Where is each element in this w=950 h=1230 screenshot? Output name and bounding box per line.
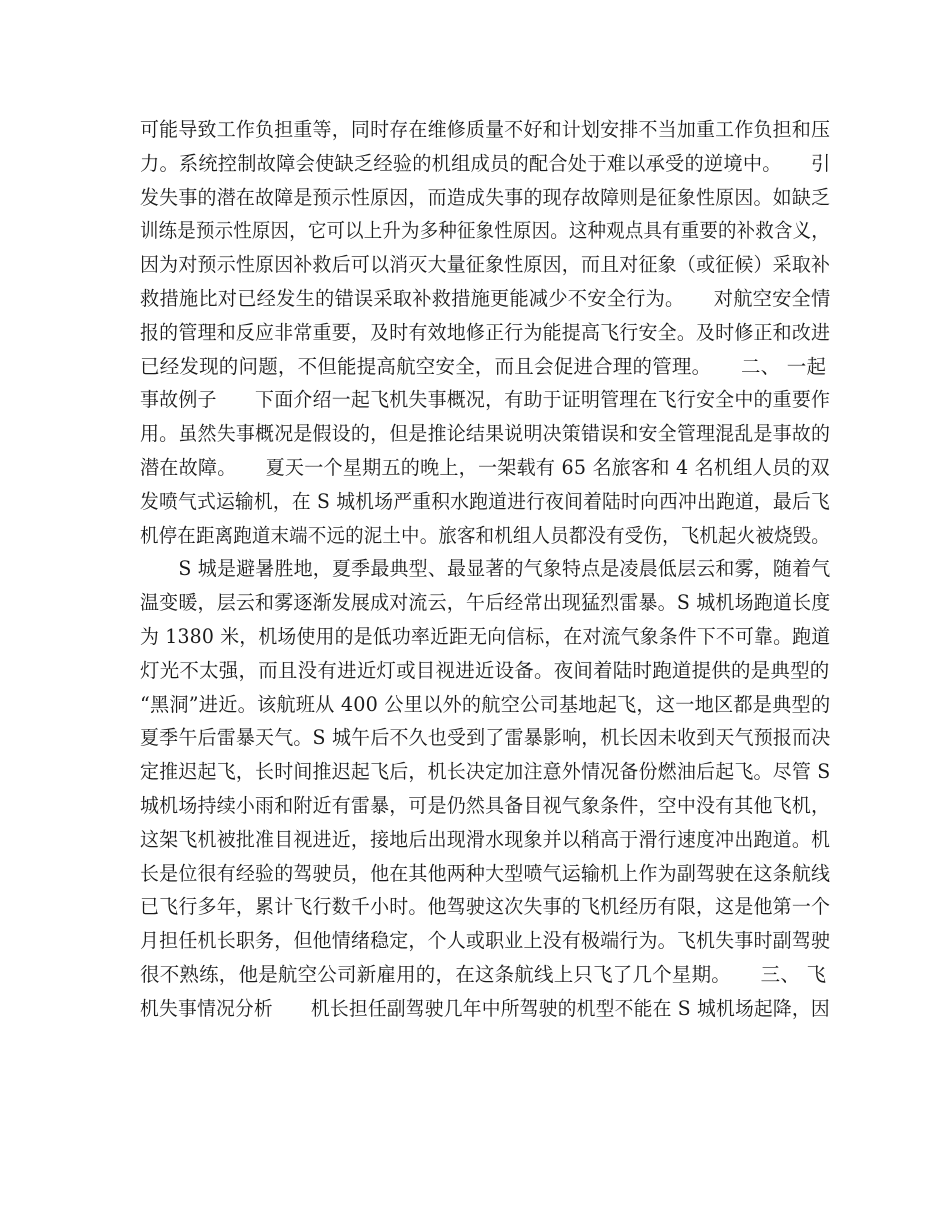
text-line: 已飞行多年，累计飞行数千小时。他驾驶这次失事的飞机经历有限，这是他第一个 (140, 895, 831, 919)
text-line: 这架飞机被批准目视进近，接地后出现滑水现象并以稍高于滑行速度冲出跑道。机 (140, 827, 831, 851)
text-line: 发失事的潜在故障是预示性原因，而造成失事的现存故障则是征象性原因。如缺乏 (140, 185, 831, 209)
text-line: 温变暖，层云和雾逐渐发展成对流云，午后经常出现猛烈雷暴。S 城机场跑道长度 (140, 591, 831, 615)
text-line: 报的管理和反应非常重要，及时有效地修正行为能提高飞行安全。及时修正和改进 (140, 320, 831, 344)
text-line: 城机场持续小雨和附近有雷暴，可是仍然具备目视气象条件，空中没有其他飞机， (140, 793, 831, 817)
text-line: “黑洞”进近。该航班从 400 公里以外的航空公司基地起飞，这一地区都是典型的 (140, 692, 831, 716)
text-line: 月担任机长职务，但他情绪稳定，个人或职业上没有极端行为。飞机失事时副驾驶 (140, 929, 831, 953)
text-line: 事故例子 下面介绍一起飞机失事概况，有助于证明管理在飞行安全中的重要作 (140, 388, 831, 412)
body-text (140, 113, 830, 1026)
text-line: S 城是避暑胜地，夏季最典型、最显著的气象特点是凌晨低层云和雾，随着气 (140, 557, 831, 581)
text-line: 发喷气式运输机，在 S 城机场严重积水跑道进行夜间着陆时向西冲出跑道，最后飞 (140, 489, 830, 513)
text-line: 夏季午后雷暴天气。S 城午后不久也受到了雷暴影响，机长因未收到天气预报而决 (140, 726, 831, 750)
text-line: 定推迟起飞，长时间推迟起飞后，机长决定加注意外情况备份燃油后起飞。尽管 S (140, 760, 831, 784)
text-line: 力。系统控制故障会使缺乏经验的机组成员的配合处于难以承受的逆境中。 引 (140, 151, 831, 175)
text-line: 很不熟练，他是航空公司新雇用的，在这条航线上只飞了几个星期。 三、 飞 (140, 962, 827, 986)
text-line: 训练是预示性原因，它可以上升为多种征象性原因。这种观点具有重要的补救含义， (140, 219, 830, 243)
text-line: 可能导致工作负担重等，同时存在维修质量不好和计划安排不当加重工作负担和压 (140, 118, 831, 141)
text-line: 因为对预示性原因补救后可以消灭大量征象性原因，而且对征象（或征候）采取补 (140, 253, 831, 277)
text-line: 为 1380 米，机场使用的是低功率近距无向信标，在对流气象条件下不可靠。跑道 (140, 624, 831, 648)
text-line: 机停在距离跑道末端不远的泥土中。旅客和机组人员都没有受伤，飞机起火被烧毁。 (140, 523, 830, 547)
text-line: 潜在故障。 夏天一个星期五的晚上，一架载有 65 名旅客和 4 名机组人员的双 (140, 455, 830, 479)
text-line: 长是位很有经验的驾驶员，他在其他两种大型喷气运输机上作为副驾驶在这条航线 (140, 861, 831, 885)
text-line: 救措施比对已经发生的错误采取补救措施更能减少不安全行为。 对航空安全情 (140, 286, 831, 310)
text-line: 用。虽然失事概况是假设的，但是推论结果说明决策错误和安全管理混乱是事故的 (140, 422, 831, 446)
text-line: 机失事情况分析 机长担任副驾驶几年中所驾驶的机型不能在 S 城机场起降，因 (140, 996, 830, 1020)
text-line: 已经发现的问题，不但能提高航空安全，而且会促进合理的管理。 二、 一起 (140, 354, 827, 378)
text-line: 灯光不太强，而且没有进近灯或目视进近设备。夜间着陆时跑道提供的是典型的 (140, 658, 830, 682)
